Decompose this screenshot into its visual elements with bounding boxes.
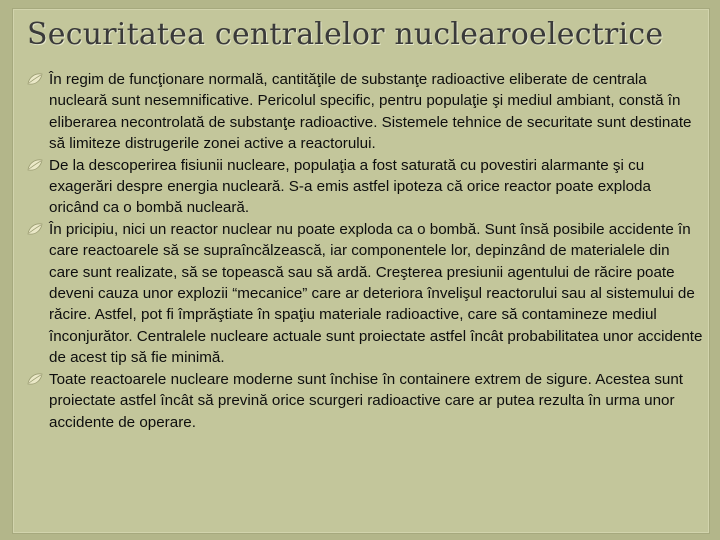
bullet-list xyxy=(27,69,703,433)
leaf-bullet-icon xyxy=(27,72,43,86)
bullet-text: În pricipiu, nici un reactor nuclear nu poate exploda ca o bombă. Sunt însă posibile accidente în care reactoarele să se supraîncălzească, iar componentele lor, depinzând de materialele din care sunt realizate, să se topească sau să ardă. Creşterea presiunii agentului de răcire poate deveni cauza unor explozii “mecanice” care ar deteriora învelişul reactorului sau al sistemului de răcire. Astfel, pot fi împrăştiate în spaţiu materiale radioactive, care să contamineze mediul înconjurător. Centralele nucleare actuale sunt proiectate astfel încât probabilitatea unor accidente de acest tip să fie minimă. xyxy=(49,220,703,367)
leaf-bullet-icon xyxy=(27,222,43,236)
leaf-bullet-icon xyxy=(27,158,43,172)
bullet-text: De la descoperirea fisiunii nucleare, populaţia a fost saturată cu povestiri alarmante şi cu exagerări despre energia nucleară. S-a emis astfel ipoteza că orice reactor poate exploda oricând ca o bombă nucleară. xyxy=(49,156,651,217)
slide xyxy=(12,8,710,534)
slide-title: Securitatea centralelor nuclearoelectrice xyxy=(27,17,664,52)
bullet-item xyxy=(27,155,703,219)
bullet-text: În regim de funcţionare normală, cantităţile de substanţe radioactive eliberate de centrala nucleară sunt nesemnificative. Pericolul specific, pentru populaţie şi mediul ambiant, constă în eliberarea necontrolată de substanţe radioactive. Sistemele tehnice de securitate sunt destinate să limiteze distrugerile zonei active a reactorului. xyxy=(49,71,692,153)
bullet-item xyxy=(27,69,703,155)
leaf-bullet-icon xyxy=(27,372,43,386)
bullet-item xyxy=(27,369,703,433)
bullet-item xyxy=(27,219,703,369)
bullet-text: Toate reactoarele nucleare moderne sunt închise în containere extrem de sigure. Acestea sunt proiectate astfel încât să prevină orice scurgeri radioactive care ar putea rezulta în urma unor accidente de operare. xyxy=(49,370,684,431)
